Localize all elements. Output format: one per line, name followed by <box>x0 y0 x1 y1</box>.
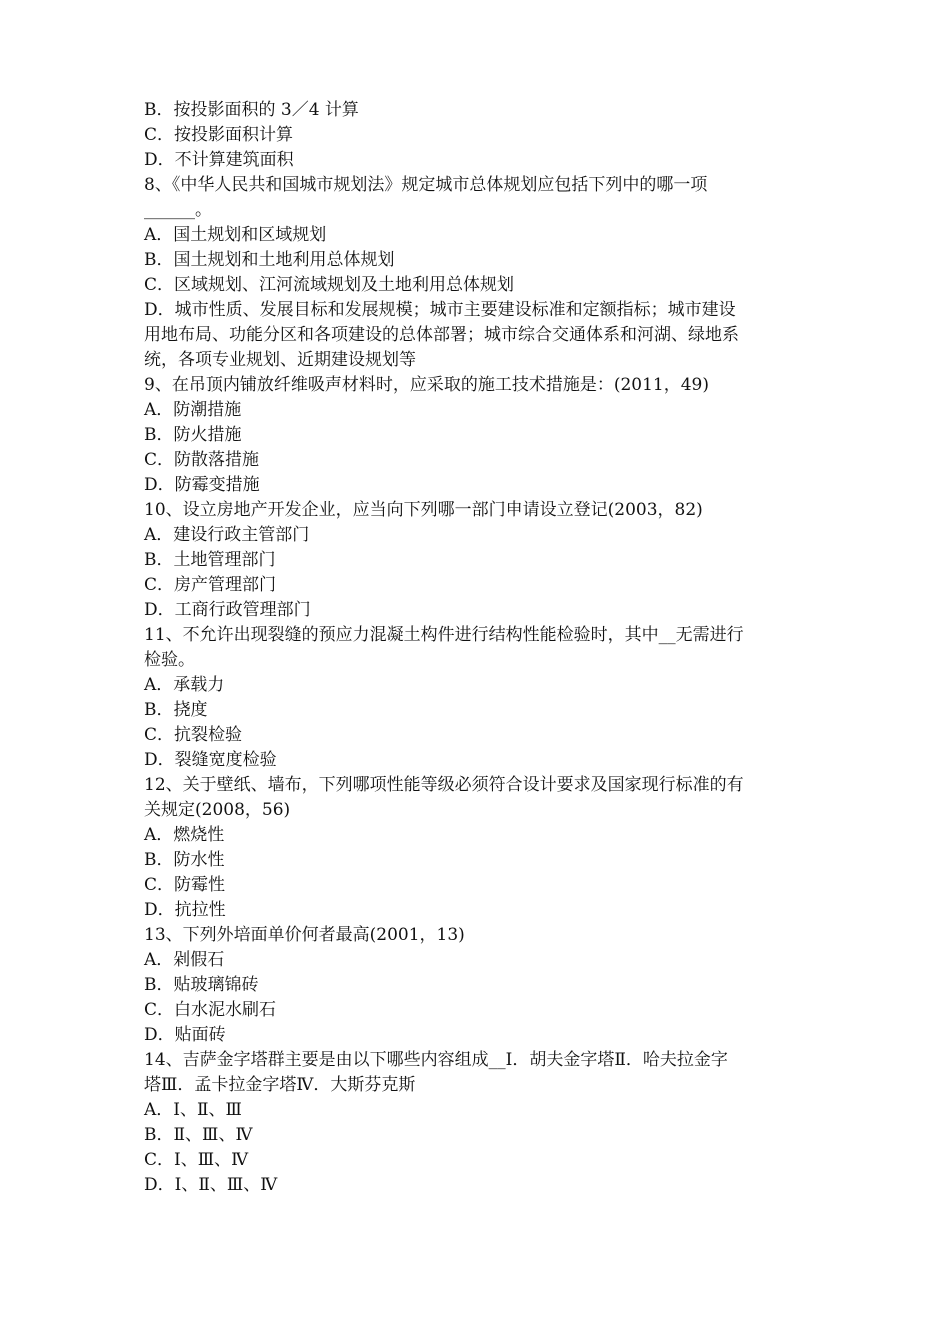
text-line: 关规定(2008，56) <box>144 800 291 820</box>
text-line: D．抗拉性 <box>144 900 226 920</box>
text-line: C．按投影面积计算 <box>144 125 294 145</box>
text-line: D．防霉变措施 <box>144 475 260 495</box>
text-line: A．国土规划和区域规划 <box>144 225 327 245</box>
text-line: D．贴面砖 <box>144 1025 226 1045</box>
text-line: B．贴玻璃锦砖 <box>144 975 259 995</box>
text-line: B．土地管理部门 <box>144 550 276 570</box>
text-line: B．防水性 <box>144 850 225 870</box>
text-line: C．防散落措施 <box>144 450 260 470</box>
text-line: A．防潮措施 <box>144 400 242 420</box>
question-line: 9、在吊顶内铺放纤维吸声材料时，应采取的施工技术措施是：(2011，49) <box>144 375 709 395</box>
text-line: 统，各项专业规划、近期建设规划等 <box>144 350 416 370</box>
text-line: A．承载力 <box>144 675 225 695</box>
text-line: A．燃烧性 <box>144 825 225 845</box>
text-line: D．Ⅰ、Ⅱ、Ⅲ、Ⅳ <box>144 1175 278 1195</box>
text-line: A．剁假石 <box>144 950 225 970</box>
text-line: D．工商行政管理部门 <box>144 600 311 620</box>
document-body <box>144 98 814 1198</box>
text-line: ______。 <box>144 200 212 220</box>
question-line: 14、吉萨金字塔群主要是由以下哪些内容组成__Ⅰ．胡夫金字塔Ⅱ．哈夫拉金字 <box>144 1050 728 1070</box>
text-line: B．挠度 <box>144 700 208 720</box>
question-line: 11、不允许出现裂缝的预应力混凝土构件进行结构性能检验时，其中__无需进行 <box>144 625 744 645</box>
question-line: 8、《中华人民共和国城市规划法》规定城市总体规划应包括下列中的哪一项 <box>144 175 708 195</box>
text-line: C．防霉性 <box>144 875 226 895</box>
text-line: D．不计算建筑面积 <box>144 150 294 170</box>
text-line: B．防火措施 <box>144 425 242 445</box>
text-line: C．房产管理部门 <box>144 575 277 595</box>
text-line: C．抗裂检验 <box>144 725 243 745</box>
question-line: 12、关于壁纸、墙布，下列哪项性能等级必须符合设计要求及国家现行标准的有 <box>144 775 744 795</box>
text-line: B．Ⅱ、Ⅲ、Ⅳ <box>144 1125 253 1145</box>
text-line: B．国土规划和土地利用总体规划 <box>144 250 395 270</box>
text-line: 塔Ⅲ．孟卡拉金字塔Ⅳ．大斯芬克斯 <box>144 1075 416 1095</box>
text-line: C．白水泥水刷石 <box>144 1000 277 1020</box>
text-line: D．城市性质、发展目标和发展规模；城市主要建设标准和定额指标；城市建设 <box>144 300 736 320</box>
text-line: 用地布局、功能分区和各项建设的总体部署；城市综合交通体系和河湖、绿地系 <box>144 325 739 345</box>
question-line: 10、设立房地产开发企业，应当向下列哪一部门申请设立登记(2003，82) <box>144 500 703 520</box>
text-line: C．Ⅰ、Ⅲ、Ⅳ <box>144 1150 249 1170</box>
question-line: 13、下列外培面单价何者最高(2001，13) <box>144 925 465 945</box>
text-line: C．区域规划、江河流域规划及土地利用总体规划 <box>144 275 515 295</box>
text-line: 检验。 <box>144 650 195 670</box>
text-line: D．裂缝宽度检验 <box>144 750 277 770</box>
text-line: B．按投影面积的 3／4 计算 <box>144 100 359 120</box>
text-line: A．建设行政主管部门 <box>144 525 310 545</box>
text-line: A．Ⅰ、Ⅱ、Ⅲ <box>144 1100 242 1120</box>
